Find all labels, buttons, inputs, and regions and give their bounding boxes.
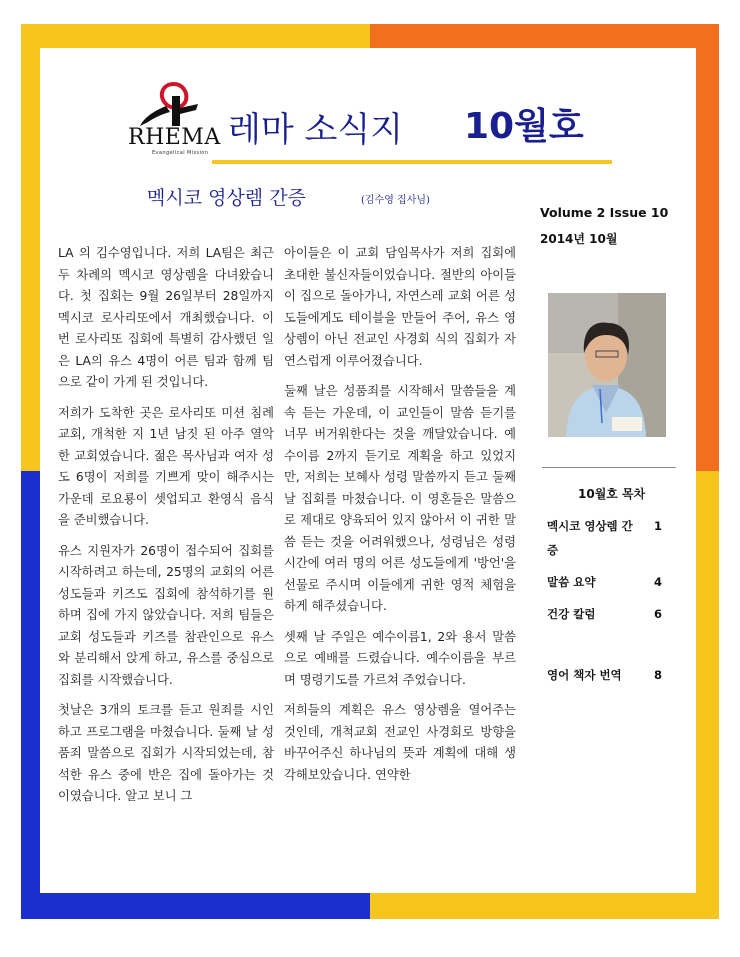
- paragraph: 아이들은 이 교회 담임목사가 저희 집회에 초대한 불신자들이었습니다. 절반의 아이들이 집으로 돌아가니, 자연스레 교회 어른 성도들에게도 테이블을 만들어 주어, 유스 영상렘이 아닌 전교인 사경회 식의 집회가 자연스럽게 이루어졌습니다.: [284, 246, 516, 368]
- article-column-2: [284, 243, 516, 795]
- toc-entry-title: 멕시코 영상렘 간증: [547, 519, 633, 557]
- paragraph: LA 의 김수영입니다. 저희 LA팀은 최근 두 차례의 멕시코 영상렘을 다녀왔습니다. 첫 집회는 9월 26일부터 28일까지 멕시코 로사리또에서 개최했습니다. 이번 로사리또 집회에 특별히 감사했던 일은 LA의 유스 4명이 어른 팀과 함께 팀으로 같이 가게 된 것입니다.: [58, 246, 274, 389]
- article-byline: (김수영 집사님): [361, 195, 430, 206]
- paragraph: 첫날은 3개의 토크를 듣고 원죄를 시인하고 프로그램을 마쳤습니다. 둘째 날 성품죄 말씀으로 집회가 시작되었는데, 참석한 유스 중에 반은 집에 돌아가는 것 이였습니다. 알고 보니 그: [58, 703, 274, 803]
- toc-entry-title: 말씀 요약: [547, 575, 596, 589]
- issue-date: 2014년 10월: [540, 232, 618, 246]
- article-column-1: [58, 243, 274, 817]
- paragraph: 저희가 도착한 곳은 로사리또 미션 침례교회, 개척한 지 1년 남짓 된 아주 열악한 교회였습니다. 젊은 목사님과 여자 성도 6명이 저희를 기쁘게 맞이 해주시는 가운데 로요룡이 셋업되고 환영식 음식을 준비했습니다.: [58, 405, 274, 527]
- paragraph: 셋째 날 주일은 예수이름1, 2와 용서 말씀으로 예배를 드렸습니다. 예수이름을 부르며 명령기도를 가르쳐 주었습니다.: [284, 629, 516, 687]
- toc-entry-page: 6: [653, 607, 662, 621]
- paragraph: 유스 지원자가 26명이 접수되어 집회를 시작하려고 하는데, 25명의 교회의 어른 성도들과 키즈도 집회에 참석하기를 원하며 집에 가지 않았습니다. 저희 팀들은 교회 성도들과 키즈를 참관인으로 유스와 분리해서 앉게 하고, 유스를 중심으로 집회를 시작했습니다.: [58, 543, 274, 687]
- author-photo: [548, 293, 666, 437]
- toc-entry-page: 1: [653, 519, 662, 533]
- logo-wordmark: RHEMA: [128, 125, 221, 150]
- toc-entry-page: 8: [653, 668, 662, 682]
- title-underline: [212, 160, 612, 164]
- toc-entry-title: 건강 칼럼: [547, 607, 596, 621]
- toc-title: 10월호 목차: [578, 487, 646, 501]
- paragraph: 둘째 날은 성품죄를 시작해서 말씀들을 계속 듣는 가운데, 이 교인들이 말씀 듣기를 너무 버거워한다는 것을 깨달았습니다. 예수이름 2까지 듣기로 계획을 하고 있었지만, 저희는 보혜사 성령 말씀까지 듣고 둘째 날 집회를 마쳤습니다. 이 영혼들은 말씀으로 제대로 양육되어 있지 않아서 이 귀한 말씀 듣는 것을 어려워했으나, 성령님은 성령 시간에 여러 명의 어른 성도들에게 '방언'을 선물로 주시며 이들에게 귀한 영적 체험을 하게 해주셨습니다.: [284, 384, 516, 613]
- sidebar-divider: [542, 467, 676, 468]
- volume-label: Volume 2 Issue 10: [540, 205, 669, 220]
- toc-entry-title: 영어 책자 번역: [547, 668, 622, 682]
- logo-subtext: Evangelical Mission: [152, 150, 209, 156]
- toc-entry-page: 4: [653, 575, 662, 589]
- issue-month: 10월호: [464, 106, 584, 147]
- article-headline: 멕시코 영상렘 간증: [147, 187, 306, 209]
- newsletter-title: 레마 소식지: [228, 110, 404, 150]
- paragraph: 저희들의 계획은 유스 영상렘을 열어주는 것인데, 개척교회 전교인 사경회로 방향을 바꾸어주신 하나님의 뜻과 계획에 대해 생각해보았습니다. 연약한: [284, 703, 516, 782]
